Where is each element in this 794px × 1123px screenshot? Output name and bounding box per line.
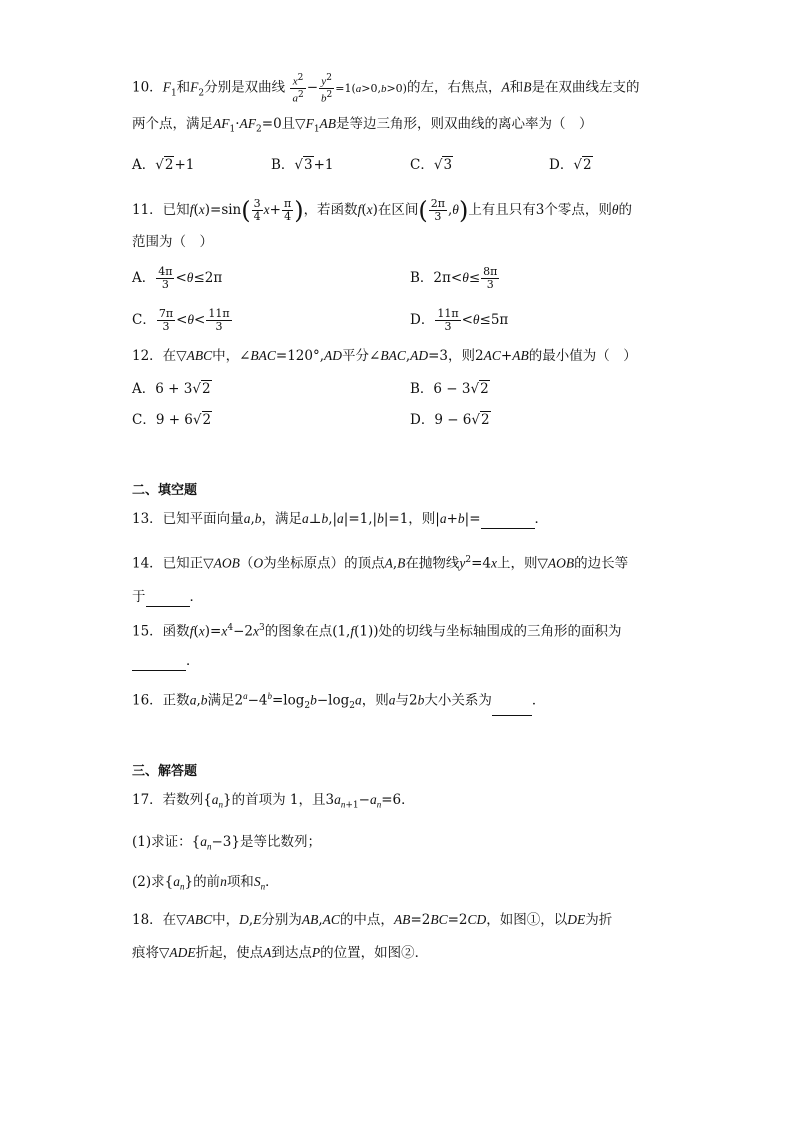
q10-option-b[interactable]: B．√3+1 [271,157,334,173]
question-10-line-1: 10．$F_1$和$F_2$分别是双曲线 $\frac{x^2}{a^2}$ − $\frac{y^2}{b^2}$ =1(a>0,b>0)的左，右焦点，A和B是在双曲线左支的 [132,73,640,105]
question-11-line-1: 11．已知f(x)=sin( $\frac{3}{4}$ x+ $\frac{\pi}{4}$ )，若函数f(x)在区间( $\frac{2\pi}{3}$ ,θ)上有且只有3个零点，则θ的 [132,196,633,225]
answer-blank-14[interactable] [146,592,190,607]
question-10-line-2: 两个点，满足$AF_1\cdot AF_2=0$且$▽F_1AB$是等边三角形，则双曲线的离心率为（ ） [132,116,593,135]
answer-blank-16[interactable] [492,701,532,716]
question-18-line-1: 18．在▽ABC中，D,E分别为AB,AC的中点，AB=2BC=2CD，如图①，以DE为折 [132,912,613,928]
q10-option-a[interactable]: A．√2+1 [132,157,195,173]
question-17: 17．若数列$\{a_n\}$的首项为 1，且$3a_{n+1}-a_n=6$． [132,792,415,811]
q12-option-c[interactable]: C．9 + 6√2 [132,412,212,428]
question-15-line-1: 15．函数$f(x)=x^4-2x^3$的图象在点(1,f(1))处的切线与坐标轴围成的三角形的面积为 [132,623,622,640]
answer-blank-15[interactable] [132,656,186,671]
question-17-part-2: (2)求$\{a_n\}$的前n项和$S_n$． [132,874,279,892]
question-11-line-2: 范围为（ ） [132,234,213,250]
q12-option-a[interactable]: A．6 + 3√2 [132,381,211,397]
question-12-line-1: 12．在▽ABC中，∠BAC=120°,AD平分∠BAC,AD=3，则2AC+AB的最小值为（ ） [132,348,637,364]
q12-option-d[interactable]: D．9 − 6√2 [410,412,490,428]
q11-option-b[interactable]: B．2π<θ≤ $\frac{8\pi}{3}$ [410,265,498,291]
question-13: 13．已知平面向量a,b，满足a⊥b,|a|=1,|b|=1，则|a+b|= ． [132,511,549,527]
q11-option-a[interactable]: A． $\frac{4\pi}{3}$ <θ≤2π [132,265,223,291]
question-15-line-2: ． [132,651,200,671]
q10-option-d[interactable]: D．√2 [549,157,592,173]
question-16: 16．正数a,b满足$2^a-4^b=\log_2b-\log_2a$，则a与2b大小关系为 ． [132,686,545,716]
q10-option-c[interactable]: C．√3 [410,157,453,173]
q11-option-c[interactable]: C． $\frac{7\pi}{3}$ <θ< $\frac{11\pi}{3}$ [132,307,230,333]
question-17-part-1: (1)求证：$\{a_n-3\}$是等比数列； [132,834,321,852]
question-18-line-2: 痕将▽ADE折起，使点A到达点P的位置，如图②． [132,945,429,961]
q12-option-b[interactable]: B．6 − 3√2 [410,381,489,397]
section-solve-title: 三、解答题 [132,764,198,779]
answer-blank-13[interactable] [481,514,535,529]
section-fill-in-title: 二、填空题 [132,483,198,498]
q11-option-d[interactable]: D． $\frac{11\pi}{3}$ <θ≤5π [410,307,509,333]
question-14-line-2: 于 ． [132,589,203,605]
question-14-line-1: 14．已知正▽AOB（O为坐标原点）的顶点A,B在抛物线$y^2=4x$上，则▽AOB的边长等 [132,555,629,572]
